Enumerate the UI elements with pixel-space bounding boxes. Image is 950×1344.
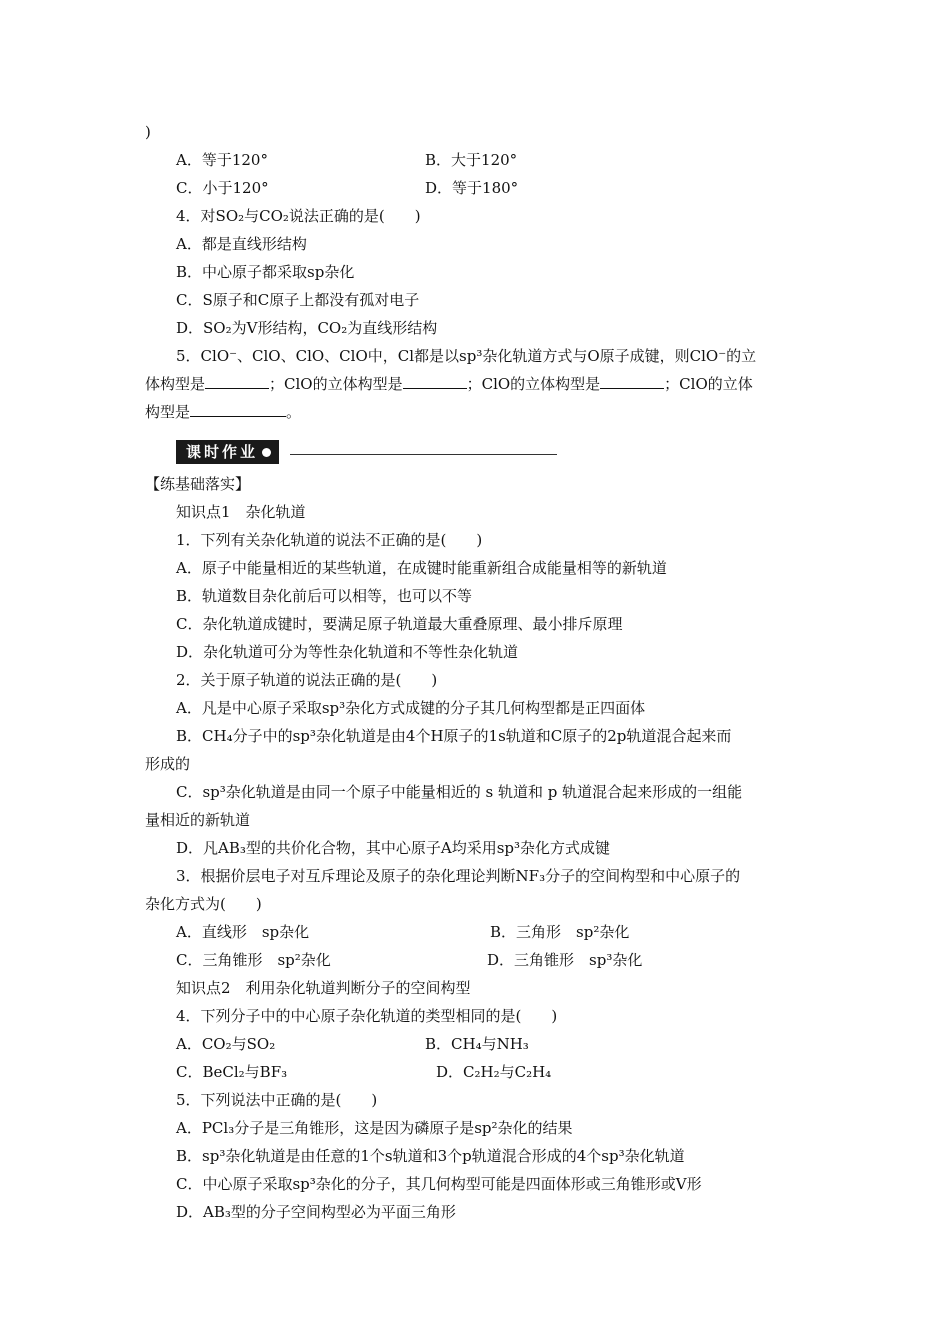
q5-text-b: ；ClO的立体构型是 — [269, 375, 403, 393]
hw5-option-c: C．中心原子采取sp³杂化的分子，其几何构型可能是四面体形或三角锥形或V形 — [176, 1175, 702, 1193]
hw5-stem: 5．下列说法中正确的是( ) — [176, 1091, 378, 1109]
q4-option-d: D．SO₂为V形结构，CO₂为直线形结构 — [176, 319, 438, 337]
hw3-option-c: C．三角锥形 sp²杂化 — [176, 951, 331, 969]
q4-option-c: C．S原子和C原子上都没有孤对电子 — [176, 291, 420, 309]
q3-option-c: C．小于120° — [176, 179, 269, 197]
q4-option-b: B．中心原子都采取sp杂化 — [176, 263, 355, 281]
hw1-option-d: D．杂化轨道可分为等性杂化轨道和不等性杂化轨道 — [176, 643, 519, 661]
q5-text-d: ；ClO的立体 — [664, 375, 753, 393]
hw2-option-c-line1: C．sp³杂化轨道是由同一个原子中能量相近的 s 轨道和 p 轨道混合起来形成的一组能 — [176, 783, 743, 801]
hw1-stem: 1．下列有关杂化轨道的说法不正确的是( ) — [176, 531, 483, 549]
answer-blank — [403, 374, 467, 389]
q5-text-f: 。 — [286, 403, 302, 421]
practice-heading: 【练基础落实】 — [145, 475, 251, 493]
hw2-option-a: A．凡是中心原子采取sp³杂化方式成键的分子其几何构型都是正四面体 — [176, 699, 646, 717]
hw2-stem: 2．关于原子轨道的说法正确的是( ) — [176, 671, 438, 689]
knowledge-point-2: 知识点2 利用杂化轨道判断分子的空间构型 — [176, 979, 471, 997]
q5-text-a: 体构型是 — [145, 375, 206, 393]
hw3-stem-line1: 3．根据价层电子对互斥理论及原子的杂化理论判断NF₃分子的空间构型和中心原子的 — [176, 867, 741, 885]
hw5-option-d: D．AB₃型的分子空间构型必为平面三角形 — [176, 1203, 456, 1221]
q3-option-d: D．等于180° — [425, 179, 519, 197]
q5-stem-line2 — [145, 374, 753, 394]
hw2-option-d: D．凡AB₃型的共价化合物，其中心原子A均采用sp³杂化方式成键 — [176, 839, 611, 857]
knowledge-point-1: 知识点1 杂化轨道 — [176, 503, 306, 521]
hw4-stem: 4．下列分子中的中心原子杂化轨道的类型相同的是( ) — [176, 1007, 558, 1025]
hw5-option-b: B．sp³杂化轨道是由任意的1个s轨道和3个p轨道混合形成的4个sp³杂化轨道 — [176, 1147, 685, 1165]
hw4-option-c: C．BeCl₂与BF₃ — [176, 1063, 288, 1081]
hw4-option-b: B．CH₄与NH₃ — [425, 1035, 529, 1053]
q5-text-c: ；ClO的立体构型是 — [466, 375, 601, 393]
q3-option-b: B．大于120° — [425, 151, 518, 169]
hw4-option-a: A．CO₂与SO₂ — [176, 1035, 276, 1053]
q4-option-a: A．都是直线形结构 — [176, 235, 307, 253]
hw1-option-b: B．轨道数目杂化前后可以相等，也可以不等 — [176, 587, 473, 605]
hw3-option-d: D．三角锥形 sp³杂化 — [487, 951, 643, 969]
hw5-option-a: A．PCl₃分子是三角锥形，这是因为磷原子是sp²杂化的结果 — [176, 1119, 573, 1137]
q4-stem: 4．对SO₂与CO₂说法正确的是( ) — [176, 207, 421, 225]
hw1-option-c: C．杂化轨道成键时，要满足原子轨道最大重叠原理、最小排斥原理 — [176, 615, 623, 633]
question-continuation: ) — [145, 123, 151, 141]
section-badge — [176, 440, 279, 464]
hw3-option-a: A．直线形 sp杂化 — [176, 923, 310, 941]
hw3-stem-line2: 杂化方式为( ) — [145, 895, 262, 913]
hw1-option-a: A．原子中能量相近的某些轨道，在成键时能重新组合成能量相等的新轨道 — [176, 559, 667, 577]
answer-blank — [600, 374, 664, 389]
hw3-option-b: B．三角形 sp²杂化 — [490, 923, 630, 941]
hw2-option-b-line1: B．CH₄分子中的sp³杂化轨道是由4个H原子的1s轨道和C原子的2p轨道混合起来而 — [176, 727, 732, 745]
hw4-option-d: D．C₂H₂与C₂H₄ — [436, 1063, 552, 1081]
q5-stem-line3 — [145, 402, 301, 422]
q3-option-a: A．等于120° — [176, 151, 268, 169]
section-badge-label: 课时作业 — [186, 443, 259, 461]
answer-blank — [190, 402, 286, 417]
hw2-option-c-line2: 量相近的新轨道 — [145, 811, 251, 829]
bullet-icon — [262, 448, 271, 457]
q5-stem-line1: 5．ClO⁻、ClO、ClO、ClO中，Cl都是以sp³杂化轨道方式与O原子成键，则ClO⁻的立 — [176, 347, 757, 365]
section-rule — [290, 454, 557, 455]
q5-text-e: 构型是 — [145, 403, 191, 421]
answer-blank — [205, 374, 269, 389]
hw2-option-b-line2: 形成的 — [145, 755, 191, 773]
